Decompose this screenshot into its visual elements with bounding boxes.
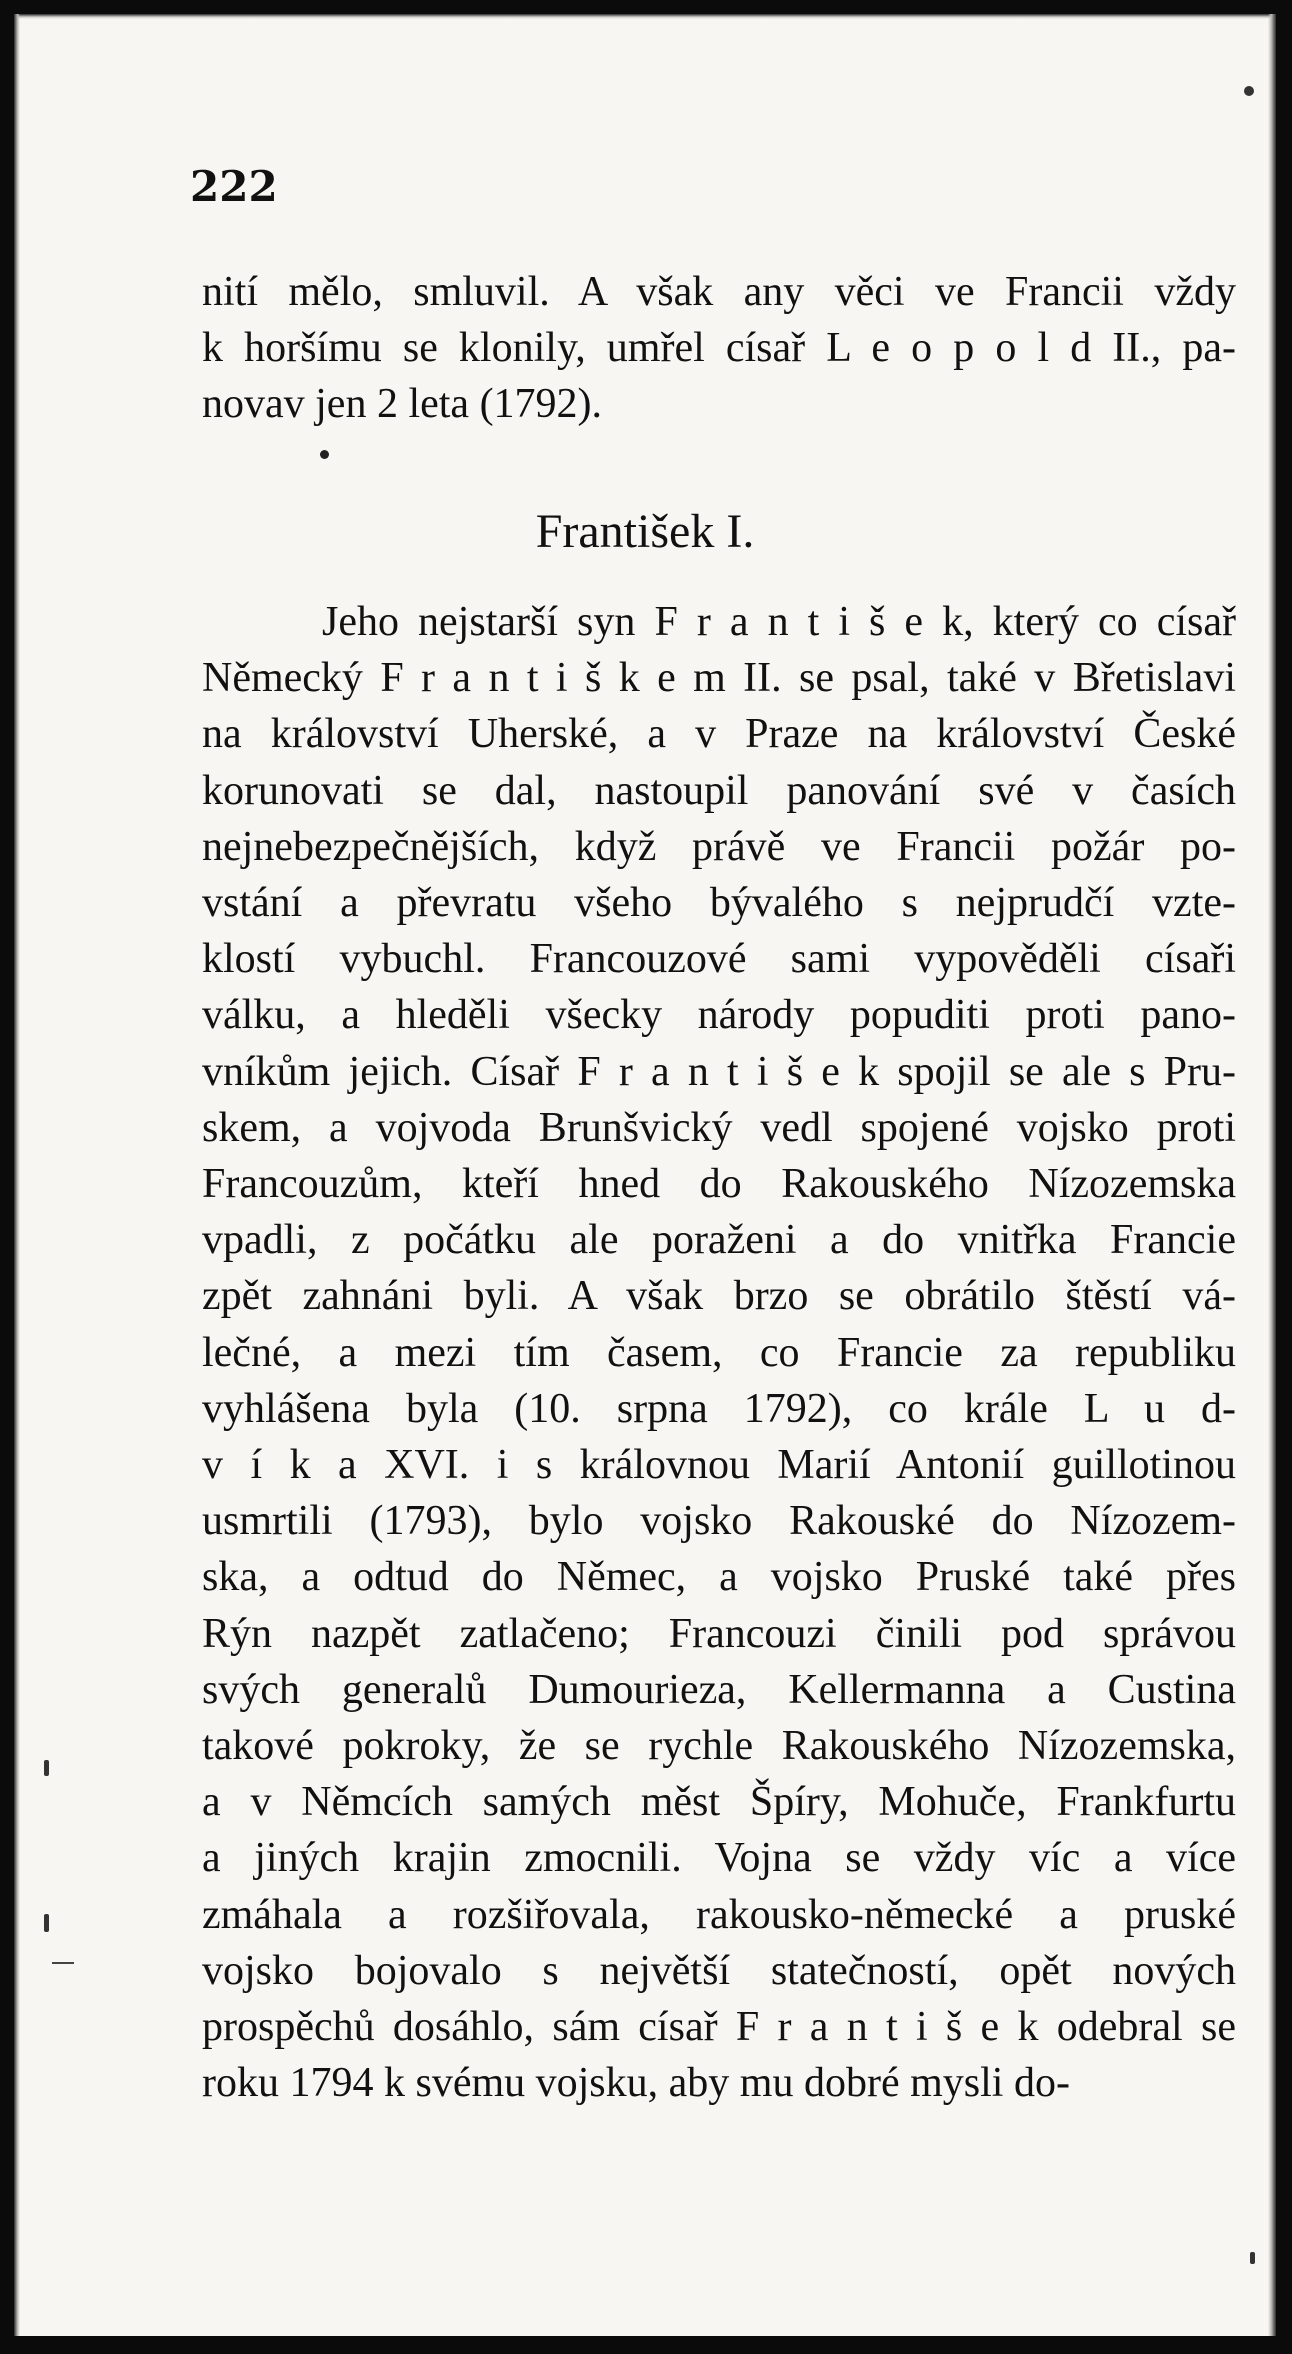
text-line: Rýn nazpět zatlačeno; Francouzi činili pod správou xyxy=(202,1610,1236,1657)
text-line: vstání a převratu všeho bývalého s nejprudčí vzte- xyxy=(202,880,1236,927)
text-line: Německý F r a n t i š k e m II. se psal, také v Břetislavi xyxy=(202,655,1236,702)
stray-dot xyxy=(320,450,329,459)
intro-paragraph xyxy=(202,264,1236,433)
text-line: ska, a odtud do Němec, a vojsko Pruské také přes xyxy=(202,1554,1236,1601)
text-line: lečné, a mezi tím časem, co Francie za republiku xyxy=(202,1329,1236,1376)
scan-speck xyxy=(1244,86,1254,96)
text-line: nití mělo, smluvil. A však any věci ve Francii vždy xyxy=(202,269,1236,315)
text-line: Francouzům, kteří hned do Rakouského Nízozemska xyxy=(202,1161,1236,1208)
text-line: prospěchů dosáhlo, sám císař F r a n t i š e k odebral se xyxy=(202,2004,1236,2051)
text-line: k horšímu se klonily, umřel císař L e o p o l d II., pa- xyxy=(202,325,1236,372)
text-line: a jiných krajin zmocnili. Vojna se vždy víc a více xyxy=(202,1835,1236,1882)
book-page xyxy=(14,14,1276,2336)
page-edge-right xyxy=(1268,14,1276,2336)
text-line: usmrtili (1793), bylo vojsko Rakouské do Nízozem- xyxy=(202,1498,1236,1545)
page-edge-top xyxy=(14,14,1276,19)
text-line: v í k a XVI. i s královnou Marií Antonií guillotinou xyxy=(202,1442,1236,1489)
scan-speck xyxy=(44,1760,49,1776)
section-heading: František I. xyxy=(535,505,755,558)
text-line: vníkům jejich. Císař F r a n t i š e k spojil se ale s Pru- xyxy=(202,1048,1236,1095)
text-line: zpět zahnáni byli. A však brzo se obrátilo štěstí vá- xyxy=(202,1273,1236,1320)
text-line: korunovati se dal, nastoupil panování své v časích xyxy=(202,767,1236,814)
text-line: vyhlášena byla (10. srpna 1792), co krále L u d- xyxy=(202,1385,1236,1432)
scan-speck xyxy=(44,1914,49,1932)
text-line: a v Němcích samých měst Špíry, Mohuče, Frankfurtu xyxy=(202,1779,1236,1826)
text-line: vojsko bojovalo s největší statečností, opět nových xyxy=(202,1947,1236,1994)
text-line: takové pokroky, že se rychle Rakouského Nízozemska, xyxy=(202,1723,1236,1770)
text-line: na království Uherské, a v Praze na království České xyxy=(202,711,1236,758)
text-line: válku, a hleděli všecky národy popuditi proti pano- xyxy=(202,992,1236,1039)
text-line: Jeho nejstarší syn F r a n t i š e k, který co císař xyxy=(322,599,1236,645)
scan-mark xyxy=(52,1962,74,1964)
body-paragraph xyxy=(202,594,1236,2111)
scan-speck xyxy=(1250,2252,1255,2264)
text-line: zmáhala a rozšiřovala, rakousko-německé a pruské xyxy=(202,1891,1236,1938)
page-number: 222 xyxy=(190,162,278,211)
text-line: roku 1794 k svému vojsku, aby mu dobré mysli do- xyxy=(202,2060,1070,2107)
text-line: novav jen 2 leta (1792). xyxy=(202,381,603,428)
text-line: skem, a vojvoda Brunšvický vedl spojené vojsko proti xyxy=(202,1104,1236,1151)
text-line: svých generalů Dumourieza, Kellermanna a Custina xyxy=(202,1666,1236,1713)
text-line: vpadli, z počátku ale poraženi a do vnitřka Francie xyxy=(202,1217,1236,1264)
text-line: klostí vybuchl. Francouzové sami vypověděli císaři xyxy=(202,936,1236,983)
text-line: nejnebezpečnějších, když právě ve Francii požár po- xyxy=(202,823,1236,870)
page-edge-left xyxy=(14,14,20,2336)
